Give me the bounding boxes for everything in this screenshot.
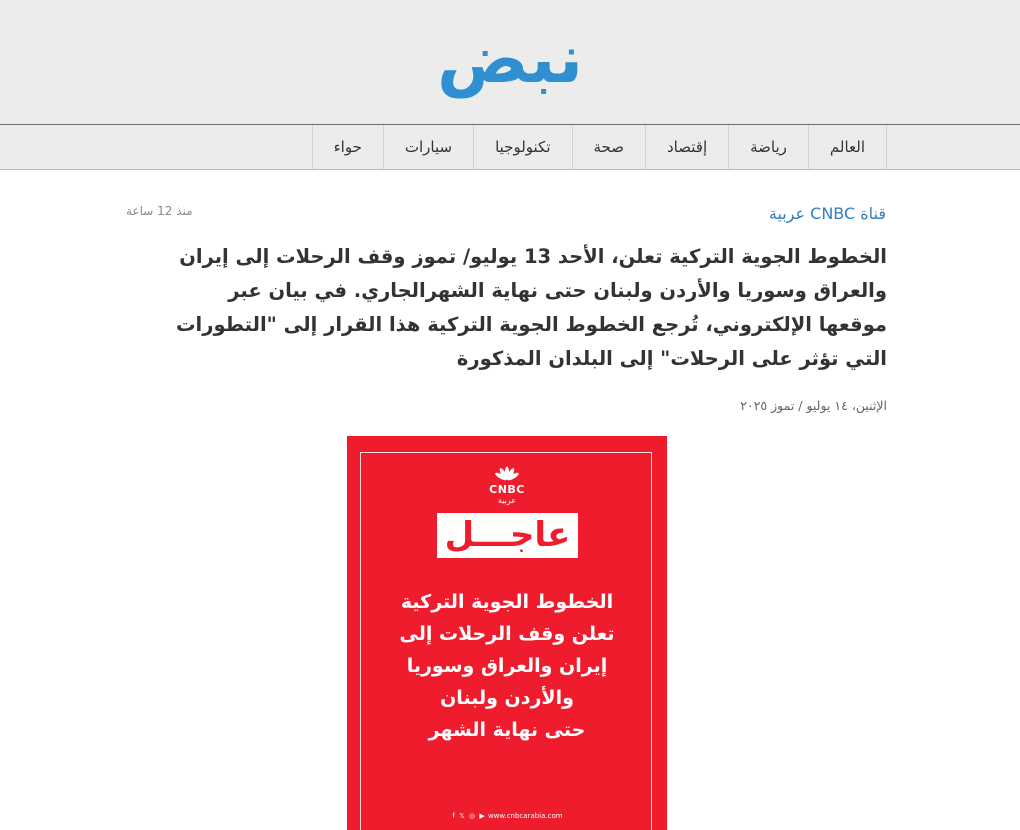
peacock-icon [492, 466, 522, 482]
breaking-line: والأردن ولبنان [440, 687, 574, 709]
nav-item-sports[interactable]: رياضة [728, 125, 808, 169]
breaking-line: تعلن وقف الرحلات إلى [399, 623, 615, 645]
article-meta [120, 198, 886, 228]
footer-url: www.cnbcarabia.com [487, 812, 563, 820]
cnbc-logo-text: CNBC [489, 483, 525, 496]
nav-item-health[interactable]: صحة [572, 125, 645, 169]
site-header [0, 0, 1020, 125]
youtube-icon: ▶ [479, 812, 485, 820]
article-time-ago: منذ 12 ساعة [126, 204, 193, 218]
breaking-line: حتى نهاية الشهر [428, 719, 586, 741]
article-source-link[interactable]: قناة CNBC عربية [768, 204, 886, 223]
site-logo[interactable]: نبض [436, 20, 584, 99]
breaking-news-text [367, 586, 647, 746]
facebook-icon: f [452, 812, 455, 820]
breaking-line: إيران والعراق وسوريا [406, 655, 608, 677]
x-icon: 𝕏 [459, 812, 465, 820]
nav-item-world[interactable]: العالم [808, 125, 886, 169]
nav-menu [312, 125, 887, 169]
nav-item-women[interactable]: حواء [312, 125, 383, 169]
nav-item-technology[interactable]: تكنولوجيا [473, 125, 571, 169]
cnbc-logo [347, 466, 667, 505]
breaking-news-image [347, 436, 667, 830]
cnbc-logo-subtext: عربية [497, 496, 517, 505]
breaking-label: عاجـــل [437, 513, 578, 558]
main-navigation [0, 125, 1020, 170]
article-published-date: الإثنين، ١٤ يوليو / تموز ٢٠٢٥ [740, 398, 887, 413]
nav-item-economy[interactable]: إقتصاد [645, 125, 728, 169]
image-footer [437, 809, 577, 823]
nav-item-cars[interactable]: سيارات [383, 125, 473, 169]
article-headline: الخطوط الجوية التركية تعلن، الأحد 13 يوليو/ تموز وقف الرحلات إلى إيران والعراق وسوريا والأردن ولبنان حتى نهاية الشهرالجاري. في بيان عبر موقعها الإلكتروني، تُرجع الخطوط الجوية التركية هذا القرار إلى "التطورات التي تؤثر على الرحلات" إلى البلدان المذكورة [175, 245, 887, 370]
breaking-line: الخطوط الجوية التركية [400, 591, 614, 613]
instagram-icon: ◎ [468, 812, 476, 820]
